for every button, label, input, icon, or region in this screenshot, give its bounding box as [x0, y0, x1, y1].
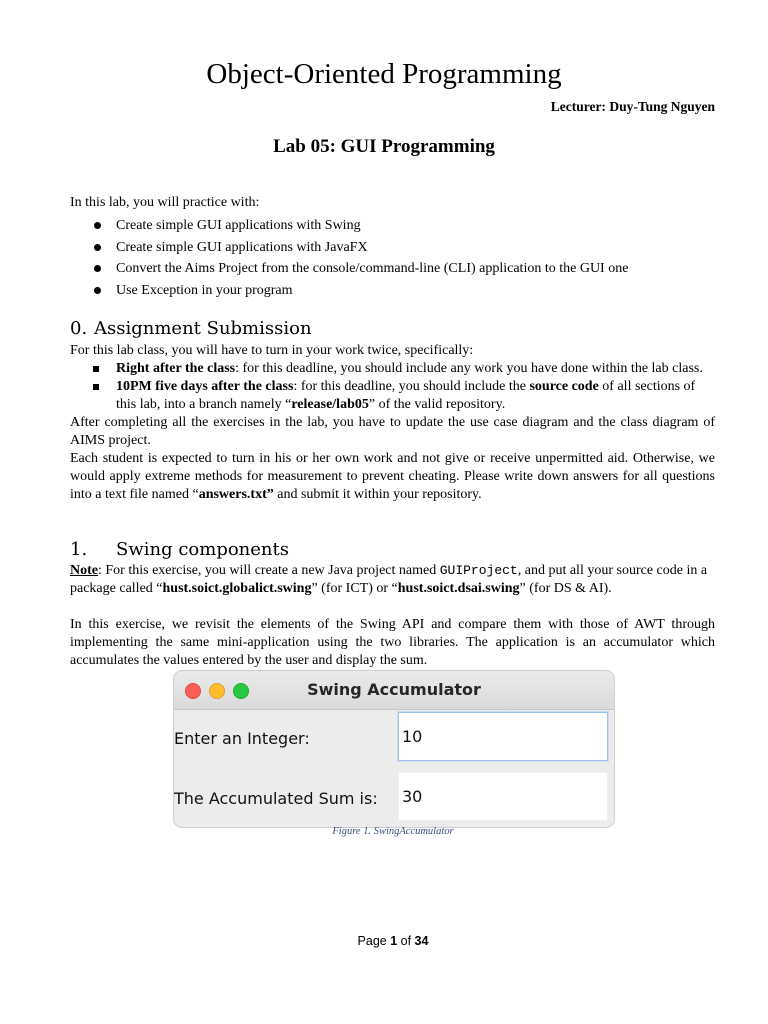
integrity-text: Each student is expected to turn in his or her own work and not give or receive unpermitted aid. Otherwise, we would apply extreme methods for measurement to prevent cheating. Please write down answers for all questions into a text file named “	[70, 451, 715, 502]
spacer	[70, 598, 715, 616]
list-item	[70, 360, 715, 378]
deadline-2-text: of all sections of this lab, into a branch namely “	[116, 379, 696, 412]
swing-accumulator-window	[173, 670, 615, 828]
integrity-paragraph	[70, 450, 715, 504]
window-title: Swing Accumulator	[307, 680, 481, 699]
total-pages: 34	[414, 934, 429, 948]
bullet-dot-icon	[94, 265, 101, 272]
deadline-1-label: Right after the class	[116, 361, 236, 376]
figure-caption: Figure 1. SwingAccumulator	[332, 826, 454, 837]
intro-block	[70, 194, 715, 301]
note-text: ” (for ICT) or “	[311, 581, 398, 596]
integer-label: Enter an Integer:	[174, 729, 310, 748]
bullet-dot-icon	[94, 287, 101, 294]
list-item-text: Create simple GUI applications with Swing	[116, 218, 361, 233]
current-page-number: 1	[390, 934, 398, 948]
list-item-text: Use Exception in your program	[116, 282, 293, 298]
list-item	[70, 237, 715, 259]
deadline-2-text: : for this deadline, you should include the	[293, 379, 530, 394]
section-0-heading	[70, 318, 312, 339]
window-titlebar	[174, 671, 614, 710]
list-item-text: Create simple GUI applications with JavaFX	[116, 239, 368, 255]
package-name-ict: hust.soict.globalict.swing	[162, 581, 312, 596]
sum-output: 30	[398, 772, 608, 821]
list-item-text: Convert the Aims Project from the console/command-line (CLI) application to the GUI one	[116, 261, 629, 276]
note-label: Note	[70, 563, 98, 578]
document-title: Object-Oriented Programming	[206, 58, 562, 90]
section-title: Assignment Submission	[94, 318, 312, 339]
swing-paragraph: In this exercise, we revisit the elements of the Swing API and compare them with those of AWT through implementing the same mini-application using the two libraries. The application is an accumulator which accumulates the values entered by the user and display the sum.	[70, 617, 715, 668]
deadline-2-label: 10PM five days after the class	[116, 379, 294, 394]
section-number: 0.	[70, 318, 88, 339]
section-number: 1.	[70, 539, 88, 560]
sum-label: The Accumulated Sum is:	[174, 789, 378, 808]
note-text: ” (for DS & AI).	[519, 581, 612, 596]
page-footer	[0, 934, 768, 948]
note-text: : For this exercise, you will create a new Java project named	[98, 563, 440, 578]
section-0-body	[70, 342, 715, 504]
project-name-code: GUIProject	[439, 563, 518, 578]
square-bullet-icon	[93, 384, 99, 390]
section-1-body	[70, 562, 715, 670]
section-1-heading	[70, 539, 289, 560]
lab-title: Lab 05: GUI Programming	[273, 136, 495, 157]
section-title: Swing components	[116, 539, 289, 560]
list-item	[70, 258, 715, 280]
lecturer-line: Lecturer: Duy-Tung Nguyen	[550, 99, 715, 114]
answers-filename: answers.txt”	[198, 487, 274, 502]
integrity-text: and submit it within your repository.	[273, 487, 482, 502]
bullet-dot-icon	[94, 222, 101, 229]
intro-text: In this lab, you will practice with:	[70, 195, 260, 210]
note-text: , and put all your source code in a package called “	[70, 563, 708, 596]
footer-text: Page	[357, 934, 391, 948]
footer-text: of	[397, 934, 415, 948]
diagram-paragraph: After completing all the exercises in the lab, you have to update the use case diagram and the class diagram of AIMS project.	[70, 415, 715, 448]
list-item	[70, 215, 715, 237]
source-code-emphasis: source code	[529, 379, 599, 394]
square-bullet-icon	[93, 366, 99, 372]
branch-name: release/lab05	[291, 397, 369, 412]
package-name-dsai: hust.soict.dsai.swing	[397, 581, 520, 596]
list-item	[70, 378, 715, 414]
integer-input: 10	[398, 712, 608, 761]
bullet-dot-icon	[94, 244, 101, 251]
deadline-1-text: : for this deadline, you should include any work you have done within the lab class.	[235, 361, 703, 376]
deadline-list	[70, 360, 715, 414]
list-item	[70, 280, 715, 302]
submission-lead: For this lab class, you will have to turn in your work twice, specifically:	[70, 343, 474, 358]
deadline-2-text: ” of the valid repository.	[368, 397, 506, 412]
intro-bullet-list	[70, 215, 715, 301]
note-paragraph	[70, 562, 715, 598]
